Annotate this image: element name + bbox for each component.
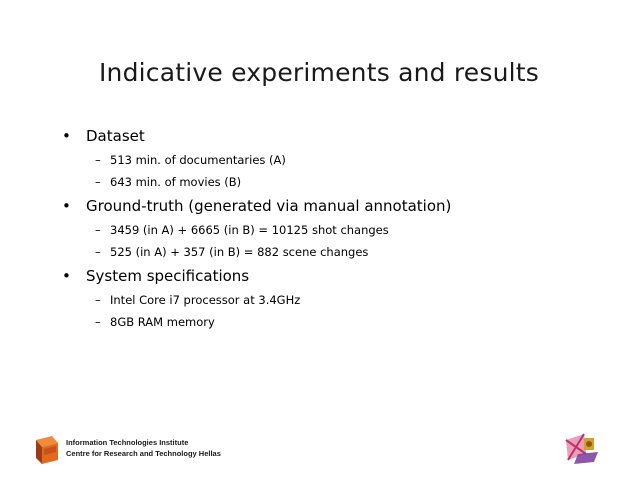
sub-bullet-text: 643 min. of movies (B) xyxy=(110,175,242,189)
section-dataset xyxy=(62,126,602,190)
sub-bullet-item xyxy=(62,152,602,168)
eu-flag-logo-icon xyxy=(564,430,600,466)
sub-bullet-item xyxy=(62,174,602,190)
section-ground-truth xyxy=(62,196,602,260)
dash-glyph: – xyxy=(95,175,101,189)
bullet-text: Dataset xyxy=(86,127,145,145)
institute-name xyxy=(66,437,221,459)
iti-cube-logo-icon xyxy=(34,434,60,466)
slide-title: Indicative experiments and results xyxy=(98,58,540,87)
bullet-item xyxy=(62,266,602,286)
sub-bullet-item xyxy=(62,314,602,330)
dash-glyph: – xyxy=(95,245,101,259)
bullet-item xyxy=(62,196,602,216)
sub-bullet-item xyxy=(62,292,602,308)
bullet-list xyxy=(62,124,602,336)
sub-bullet-item xyxy=(62,222,602,238)
dash-glyph: – xyxy=(95,153,101,167)
sub-bullet-text: 8GB RAM memory xyxy=(110,315,215,329)
bullet-text: Ground-truth (generated via manual annotation) xyxy=(86,197,452,215)
bullet-glyph: • xyxy=(62,197,71,215)
sub-bullet-text: 3459 (in A) + 6665 (in B) = 10125 shot changes xyxy=(110,223,389,237)
institute-line-2: Centre for Research and Technology Hellas xyxy=(66,449,221,458)
bullet-text: System specifications xyxy=(86,267,250,285)
sub-bullet-text: 513 min. of documentaries (A) xyxy=(110,153,286,167)
dash-glyph: – xyxy=(95,223,101,237)
sub-bullet-text: Intel Core i7 processor at 3.4GHz xyxy=(110,293,301,307)
slide-footer xyxy=(34,430,634,470)
bullet-glyph: • xyxy=(62,267,71,285)
section-system-specs xyxy=(62,266,602,330)
institute-line-1: Information Technologies Institute xyxy=(66,438,189,447)
bullet-glyph: • xyxy=(62,127,71,145)
dash-glyph: – xyxy=(95,315,101,329)
bullet-item xyxy=(62,126,602,146)
dash-glyph: – xyxy=(95,293,101,307)
sub-bullet-item xyxy=(62,244,602,260)
sub-bullet-text: 525 (in A) + 357 (in B) = 882 scene changes xyxy=(110,245,369,259)
